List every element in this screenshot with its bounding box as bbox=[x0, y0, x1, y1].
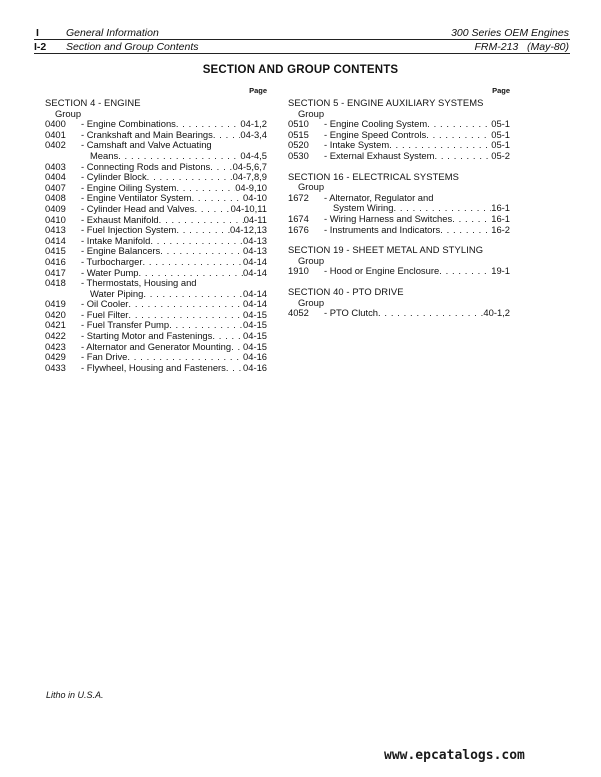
header-rule-bottom bbox=[34, 53, 570, 54]
entry-title: - Crankshaft and Main Bearings bbox=[81, 129, 213, 140]
page-reference: 04-3,4 bbox=[240, 129, 267, 140]
page-reference: 05-1 bbox=[491, 140, 510, 151]
group-code: 0400 bbox=[45, 118, 66, 130]
page-reference: 05-1 bbox=[491, 129, 510, 140]
toc-entry bbox=[45, 289, 267, 300]
toc-entry bbox=[45, 331, 267, 342]
dot-leader bbox=[128, 299, 243, 310]
section-heading: SECTION 40 - PTO DRIVE bbox=[288, 285, 404, 297]
page-reference: 04-14 bbox=[243, 267, 267, 278]
group-code: 1672 bbox=[288, 191, 309, 203]
entry-title: - Water Pump bbox=[81, 267, 139, 278]
page-reference: 04-15 bbox=[243, 320, 267, 331]
toc-left-column bbox=[45, 86, 267, 373]
page-reference: 04-11 bbox=[243, 214, 267, 225]
toc-entry bbox=[45, 236, 267, 247]
header-page-number: I-2 bbox=[34, 41, 47, 53]
entry-title: - Flywheel, Housing and Fasteners bbox=[81, 362, 226, 373]
toc-entry bbox=[288, 214, 510, 225]
dot-leader bbox=[210, 162, 232, 173]
page-reference: 16-1 bbox=[491, 213, 510, 224]
entry-title: - Wiring Harness and Switches bbox=[324, 213, 453, 224]
group-label: Group bbox=[298, 254, 325, 266]
group-code: 0410 bbox=[45, 213, 66, 225]
dot-leader bbox=[226, 363, 243, 374]
dot-leader bbox=[143, 289, 243, 300]
group-code: 0402 bbox=[45, 139, 66, 151]
toc-entry bbox=[288, 151, 510, 162]
page-reference: 04-10,11 bbox=[230, 203, 267, 214]
entry-title: - Oil Cooler bbox=[81, 299, 129, 310]
entry-title: - Hood or Engine Enclosure bbox=[324, 266, 440, 277]
group-code: 0510 bbox=[288, 118, 309, 130]
group-code: 0423 bbox=[45, 340, 66, 352]
dot-leader bbox=[389, 140, 491, 151]
toc-entry bbox=[45, 183, 267, 194]
dot-leader bbox=[393, 203, 491, 214]
group-code: 0515 bbox=[288, 128, 309, 140]
page-column-label: Page bbox=[249, 86, 267, 95]
group-code: 0416 bbox=[45, 255, 66, 267]
entry-title: - Thermostats, Housing and bbox=[81, 278, 197, 289]
page-reference: 04-13 bbox=[243, 235, 267, 246]
dot-leader bbox=[169, 320, 243, 331]
group-code: 0413 bbox=[45, 224, 66, 236]
dot-leader bbox=[138, 268, 243, 279]
dot-leader bbox=[378, 308, 483, 319]
page-reference: 04-4,5 bbox=[240, 150, 267, 161]
footer-litho: Litho in U.S.A. bbox=[46, 690, 104, 700]
page-reference: 04-14 bbox=[243, 299, 267, 310]
entry-title: - Cylinder Block bbox=[81, 172, 147, 183]
dot-leader bbox=[452, 214, 491, 225]
header-section-number: I bbox=[36, 27, 39, 39]
entry-title: - Engine Combinations bbox=[81, 119, 176, 130]
dot-leader bbox=[127, 352, 243, 363]
dot-leader bbox=[159, 215, 244, 226]
group-code: 1910 bbox=[288, 265, 309, 277]
toc-entry bbox=[45, 225, 267, 236]
toc-entry bbox=[288, 140, 510, 151]
group-code: 0408 bbox=[45, 192, 66, 204]
group-code: 0420 bbox=[45, 308, 66, 320]
dot-leader bbox=[150, 236, 243, 247]
watermark-url: www.epcatalogs.com bbox=[384, 748, 525, 763]
entry-title: - Engine Cooling System bbox=[324, 119, 428, 130]
section-heading: SECTION 5 - ENGINE AUXILIARY SYSTEMS bbox=[288, 97, 484, 108]
group-code: 0415 bbox=[45, 245, 66, 257]
toc-entry bbox=[288, 203, 510, 214]
toc-entry bbox=[45, 140, 267, 151]
entry-title: - Exhaust Manifold bbox=[81, 214, 159, 225]
dot-leader bbox=[118, 151, 240, 162]
dot-leader bbox=[176, 183, 235, 194]
entry-title: - Cylinder Head and Valves bbox=[81, 203, 195, 214]
dot-leader bbox=[176, 225, 230, 236]
dot-leader bbox=[231, 342, 243, 353]
group-code: 0421 bbox=[45, 319, 66, 331]
group-code: 0520 bbox=[288, 139, 309, 151]
entry-title: - Starting Motor and Fastenings bbox=[81, 331, 213, 342]
toc-entry bbox=[45, 130, 267, 141]
dot-leader bbox=[212, 331, 243, 342]
section-heading: SECTION 16 - ELECTRICAL SYSTEMS bbox=[288, 170, 460, 182]
entry-title: - Alternator, Regulator and bbox=[324, 192, 434, 203]
group-label: Group bbox=[55, 107, 82, 119]
group-code: 4052 bbox=[288, 307, 309, 319]
page-reference: 16-2 bbox=[491, 224, 510, 235]
entry-title: - Turbocharger bbox=[81, 256, 143, 267]
section-heading: SECTION 4 - ENGINE bbox=[45, 97, 141, 108]
toc-entry bbox=[45, 310, 267, 321]
page-reference: 04-10 bbox=[243, 193, 267, 204]
toc-entry bbox=[45, 352, 267, 363]
entry-title: - Engine Balancers bbox=[81, 246, 161, 257]
header-rule-top bbox=[34, 39, 570, 40]
page-reference: 04-15 bbox=[243, 331, 267, 342]
toc-entry bbox=[288, 130, 510, 141]
entry-title: - Fuel Filter bbox=[81, 309, 129, 320]
page-reference: 04-16 bbox=[243, 362, 267, 373]
toc-entry bbox=[45, 342, 267, 353]
dot-leader bbox=[213, 130, 241, 141]
group-code: 0419 bbox=[45, 298, 66, 310]
page-title: SECTION AND GROUP CONTENTS bbox=[202, 64, 399, 76]
toc-entry bbox=[45, 257, 267, 268]
group-code: 0417 bbox=[45, 266, 66, 278]
group-code: 0418 bbox=[45, 277, 66, 289]
dot-leader bbox=[434, 151, 491, 162]
page-reference: 19-1 bbox=[491, 266, 510, 277]
group-code: 0404 bbox=[45, 171, 66, 183]
section-heading: SECTION 19 - SHEET METAL AND STYLING bbox=[288, 244, 484, 256]
page-reference: 04-16 bbox=[243, 352, 267, 363]
entry-title: - Fuel Transfer Pump bbox=[81, 320, 170, 331]
dot-leader bbox=[426, 130, 491, 141]
entry-title: - External Exhaust System bbox=[324, 150, 435, 161]
toc-entry bbox=[45, 172, 267, 183]
toc-entry bbox=[45, 278, 267, 289]
toc-entry bbox=[288, 225, 510, 236]
entry-title: - Camshaft and Valve Actuating bbox=[81, 140, 212, 151]
toc-entry bbox=[45, 299, 267, 310]
toc-entry bbox=[288, 266, 510, 277]
toc-entry bbox=[45, 162, 267, 173]
toc-entry bbox=[45, 363, 267, 374]
page-reference: 05-1 bbox=[491, 119, 510, 130]
entry-title: System Wiring bbox=[333, 203, 394, 214]
group-code: 0409 bbox=[45, 202, 66, 214]
toc-entry bbox=[45, 151, 267, 162]
entry-title: Water Piping bbox=[90, 288, 144, 299]
toc-right-column bbox=[288, 86, 510, 319]
entry-title: - PTO Clutch bbox=[324, 308, 379, 319]
dot-leader bbox=[160, 246, 243, 257]
entry-title: - Engine Ventilator System bbox=[81, 193, 192, 204]
group-code: 0414 bbox=[45, 234, 66, 246]
page-reference: 04-15 bbox=[243, 341, 267, 352]
toc-entry bbox=[45, 215, 267, 226]
entry-title: - Intake Manifold bbox=[81, 235, 151, 246]
dot-leader bbox=[147, 172, 233, 183]
header-manual-title: 300 Series OEM Engines bbox=[451, 27, 569, 39]
dot-leader bbox=[176, 119, 241, 130]
group-code: 0433 bbox=[45, 361, 66, 373]
page-reference: 04-15 bbox=[243, 309, 267, 320]
toc-entry bbox=[288, 193, 510, 204]
group-code: 0422 bbox=[45, 330, 66, 342]
group-code: 0401 bbox=[45, 128, 66, 140]
group-code: 0530 bbox=[288, 149, 309, 161]
toc-entry bbox=[45, 268, 267, 279]
dot-leader bbox=[191, 193, 243, 204]
dot-leader bbox=[440, 225, 491, 236]
group-code: 0403 bbox=[45, 160, 66, 172]
dot-leader bbox=[128, 310, 243, 321]
toc-entry bbox=[288, 308, 510, 319]
entry-title: Means bbox=[90, 150, 119, 161]
entry-title: - Engine Oiling System bbox=[81, 182, 177, 193]
page-column-label: Page bbox=[492, 86, 510, 95]
page-reference: 05-2 bbox=[491, 150, 510, 161]
entry-title: - Engine Speed Controls bbox=[324, 129, 427, 140]
toc-entry bbox=[45, 193, 267, 204]
toc-entry bbox=[45, 320, 267, 331]
group-label: Group bbox=[298, 296, 325, 308]
entry-title: - Fan Drive bbox=[81, 352, 128, 363]
entry-title: - Intake System bbox=[324, 140, 390, 151]
page-reference: 04-1,2 bbox=[240, 119, 267, 130]
page-reference: 04-7,8,9 bbox=[232, 172, 267, 183]
group-code: 1676 bbox=[288, 223, 309, 235]
entry-title: - Connecting Rods and Pistons bbox=[81, 161, 211, 172]
header-section-title: General Information bbox=[66, 27, 159, 39]
dot-leader bbox=[427, 119, 491, 130]
entry-title: - Fuel Injection System bbox=[81, 225, 177, 236]
header-manual-number: FRM-213 (May-80) bbox=[474, 41, 569, 53]
toc-entry bbox=[45, 119, 267, 130]
page-reference: 04-14 bbox=[243, 256, 267, 267]
group-label: Group bbox=[298, 181, 325, 193]
entry-title: - Instruments and Indicators bbox=[324, 224, 441, 235]
toc-entry bbox=[45, 246, 267, 257]
dot-leader bbox=[194, 204, 230, 215]
entry-title: - Alternator and Generator Mounting bbox=[81, 341, 232, 352]
group-label: Group bbox=[298, 107, 325, 119]
page-reference: 04-5,6,7 bbox=[232, 161, 267, 172]
toc-entry bbox=[45, 204, 267, 215]
page-reference: 04-14 bbox=[243, 288, 267, 299]
page-reference: 16-1 bbox=[491, 203, 510, 214]
page-reference: 04-9,10 bbox=[235, 182, 267, 193]
dot-leader bbox=[439, 266, 491, 277]
page-reference: 04-13 bbox=[243, 246, 267, 257]
page-reference: 40-1,2 bbox=[483, 308, 510, 319]
page-reference: 04-12,13 bbox=[229, 225, 267, 236]
header-page-title: Section and Group Contents bbox=[66, 41, 199, 53]
group-code: 0407 bbox=[45, 181, 66, 193]
group-code: 1674 bbox=[288, 212, 309, 224]
group-code: 0429 bbox=[45, 351, 66, 363]
dot-leader bbox=[143, 257, 244, 268]
toc-entry bbox=[288, 119, 510, 130]
